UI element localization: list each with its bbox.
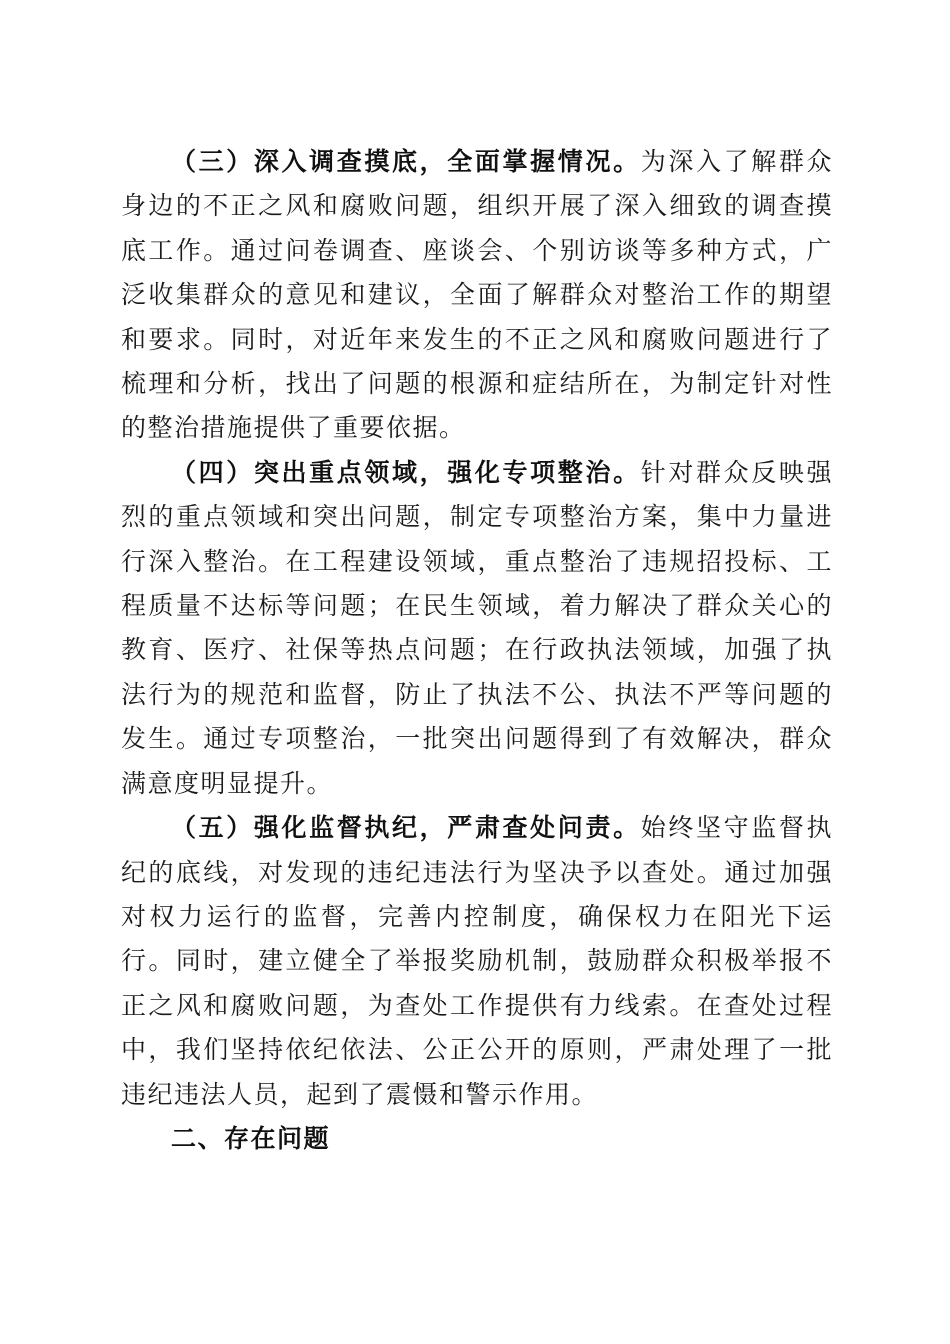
paragraph-investigation xyxy=(121,140,833,451)
document-body xyxy=(121,140,833,1161)
paragraph-special-rectification xyxy=(121,451,833,806)
paragraph-lead: （三）深入调查摸底，全面掌握情况。 xyxy=(171,147,641,176)
section-heading: 二、存在问题 xyxy=(171,1123,331,1153)
paragraph-text: 为深入了解群众身边的不正之风和腐败问题，组织开展了深入细致的调查摸底工作。通过问卷调查、座谈会、个别访谈等多种方式，广泛收集群众的意见和建议，全面了解群众对整治工作的期望和要求。同时，对近年来发生的不正之风和腐败问题进行了梳理和分析，找出了问题的根源和症结所在，为制定针对性的整治措施提供了重要依据。 xyxy=(121,147,833,443)
paragraph-text: 始终坚守监督执纪的底线，对发现的违纪违法行为坚决予以查处。通过加强对权力运行的监督，完善内控制度，确保权力在阳光下运行。同时，建立健全了举报奖励机制，鼓励群众积极举报不正之风和腐败问题，为查处工作提供有力线索。在查处过程中，我们坚持依纪依法、公正公开的原则，严肃处理了一批违纪违法人员，起到了震慑和警示作用。 xyxy=(121,813,833,1109)
paragraph-lead: （四）突出重点领域，强化专项整治。 xyxy=(171,457,641,487)
paragraph-supervision xyxy=(121,806,833,1117)
paragraph-text: 针对群众反映强烈的重点领域和突出问题，制定专项整治方案，集中力量进行深入整治。在工程建设领域，重点整治了违规招投标、工程质量不达标等问题；在民生领域，着力解决了群众关心的教育、医疗、社保等热点问题；在行政执法领域，加强了执法行为的规范和监督，防止了执法不公、执法不严等问题的发生。通过专项整治，一批突出问题得到了有效解决，群众满意度明显提升。 xyxy=(121,457,833,798)
paragraph-lead: （五）强化监督执纪，严肃查处问责。 xyxy=(171,813,641,843)
